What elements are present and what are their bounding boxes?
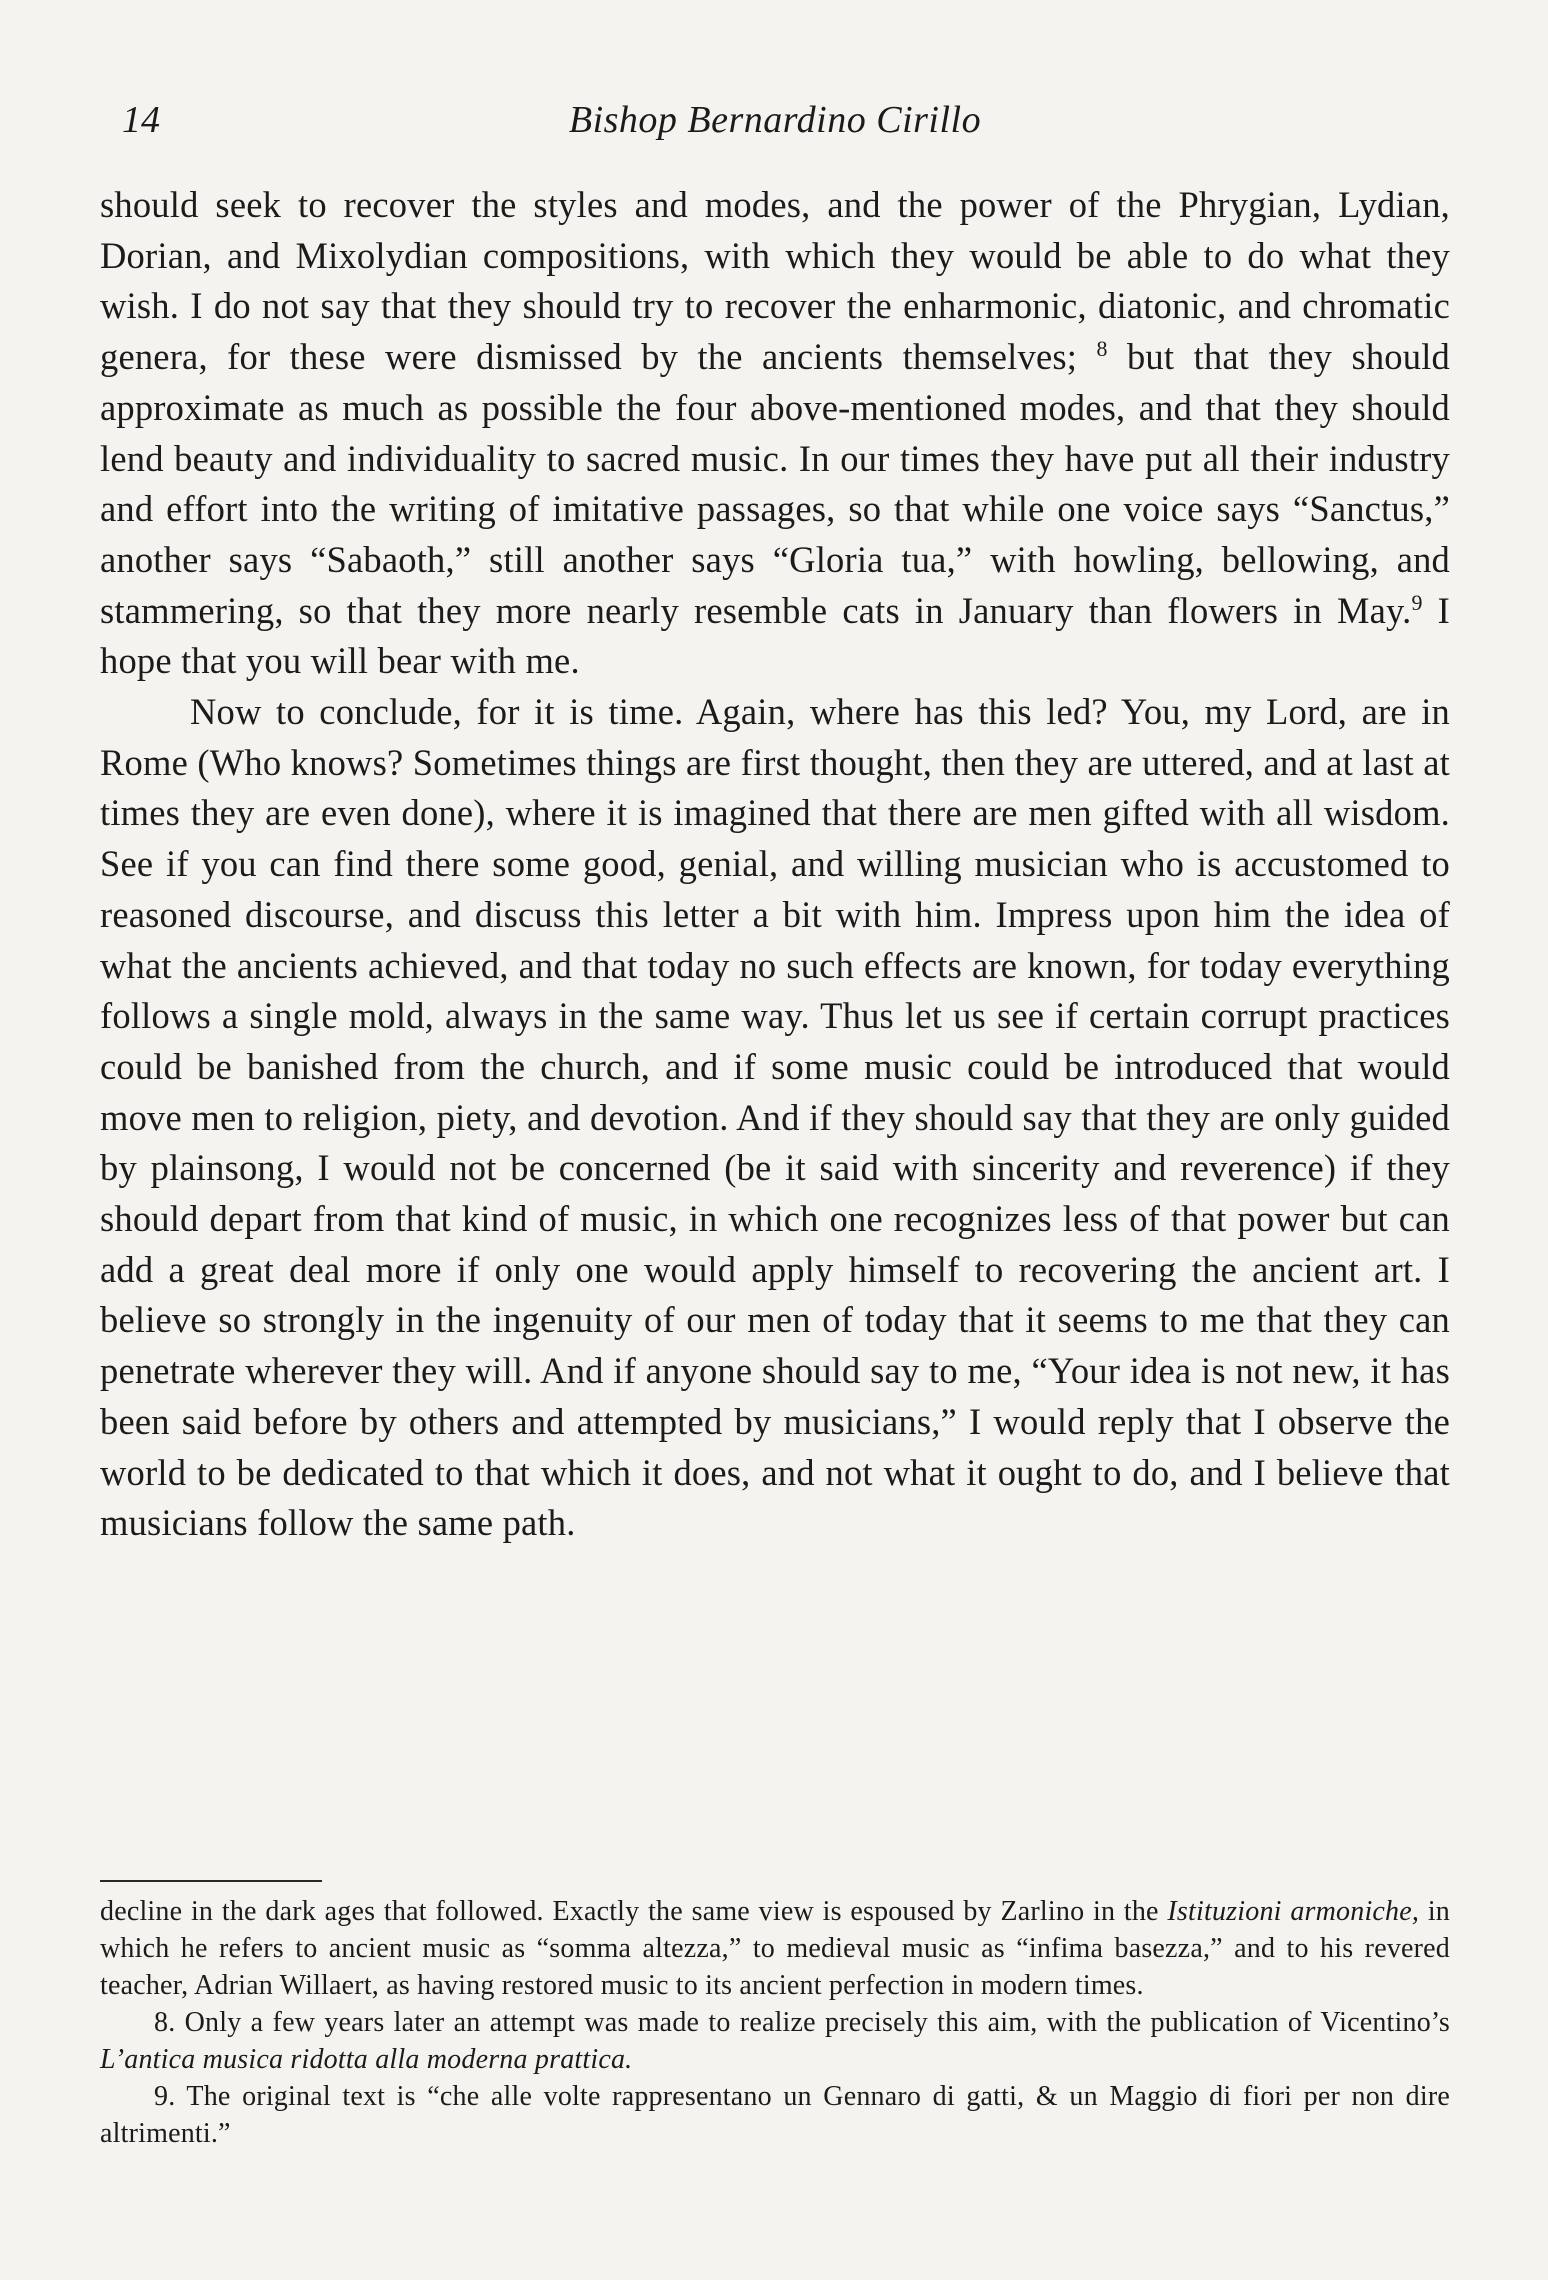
body-paragraph-2: Now to conclude, for it is time. Again, where has this led? You, my Lord, are in Rome (Who knows? Sometimes things are first thought, then they are uttered, and at last at times they are even done), where it is imagined that there are men gifted with all wisdom. See if you can find there some good, genial, and willing musician who is accustomed to reasoned discourse, and discuss this letter a bit with him. Impress upon him the idea of what the ancients achieved, and that today no such effects are known, for today everything follows a single mold, always in the same way. Thus let us see if certain corrupt practices could be banished from the church, and if some music could be introduced that would move men to religion, piety, and devotion. And if they should say that they are only guided by plainsong, I would not be concerned (be it said with sincerity and reverence) if they should depart from that kind of music, in which one recognizes less of that power but can add a great deal more if only one would apply himself to recovering the ancient art. I believe so strongly in the ingenuity of our men of today that it seems to me that they can penetrate wherever they will. And if anyone should say to me, “Your idea is not new, it has been said before by others and attempted by musicians,” I would reply that I observe the world to be dedicated to that which it does, and not what it ought to do, and I believe that musicians follow the same path. (100, 691, 1450, 1544)
footnote-text: in which he refers to ancient music as “somma altezza,” to medieval music as “infima basezza,” and to his revered teacher, Adrian Willaert, as having restored music to its ancient perfection in modern times. (100, 1896, 1450, 2001)
footnote-9: 9. The original text is “che alle volte rappresentano un Gennaro di gatti, & un Maggio di fiori per non dire altrimenti.” (100, 2081, 1450, 2149)
running-head: Bishop Bernardino Cirillo (568, 99, 982, 141)
paragraph-text: I hope that you will bear with me. (100, 589, 1450, 682)
main-text (100, 180, 1450, 1549)
footnote-reference: 9 (1411, 589, 1423, 615)
footnote-rule (100, 1880, 322, 1882)
footnote-reference: 8 (1096, 335, 1108, 361)
paragraph-text: but that they should approximate as much as possible the four above-mentioned modes, and that they should lend beauty and individuality to sacred music. In our times they have put all their industry and effort into the writing of imitative passages, so that while one voice says “Sanctus,” another says “Sabaoth,” still another says “Gloria tua,” with howling, bellowing, and stammering, so that they more nearly resemble cats in January than flowers in May. (100, 336, 1450, 631)
body-paragraph-1 (100, 180, 1450, 687)
footnote-continuation (100, 1893, 1450, 2004)
footnote-8 (100, 2004, 1450, 2078)
footnotes (100, 1893, 1450, 2152)
page-header (100, 98, 1450, 158)
footnote-text: 8. Only a few years later an attempt was made to realize precisely this aim, with the publication of Vicentino’s (154, 2007, 1450, 2038)
paragraph-text: should seek to recover the styles and modes, and the power of the Phrygian, Lydian, Dorian, and Mixolydian compositions, with which they would be able to do what they wish. I do not say that they should try to recover the enharmonic, diatonic, and chromatic genera, for these were dismissed by the ancients themselves; (100, 184, 1450, 378)
book-title: Istituzioni armoniche, (1167, 1896, 1420, 1927)
footnote-text: decline in the dark ages that followed. Exactly the same view is espoused by Zarlino in the (100, 1896, 1159, 1927)
page-number: 14 (122, 99, 160, 141)
book-title: L’antica musica ridotta alla moderna prattica. (100, 2044, 633, 2075)
